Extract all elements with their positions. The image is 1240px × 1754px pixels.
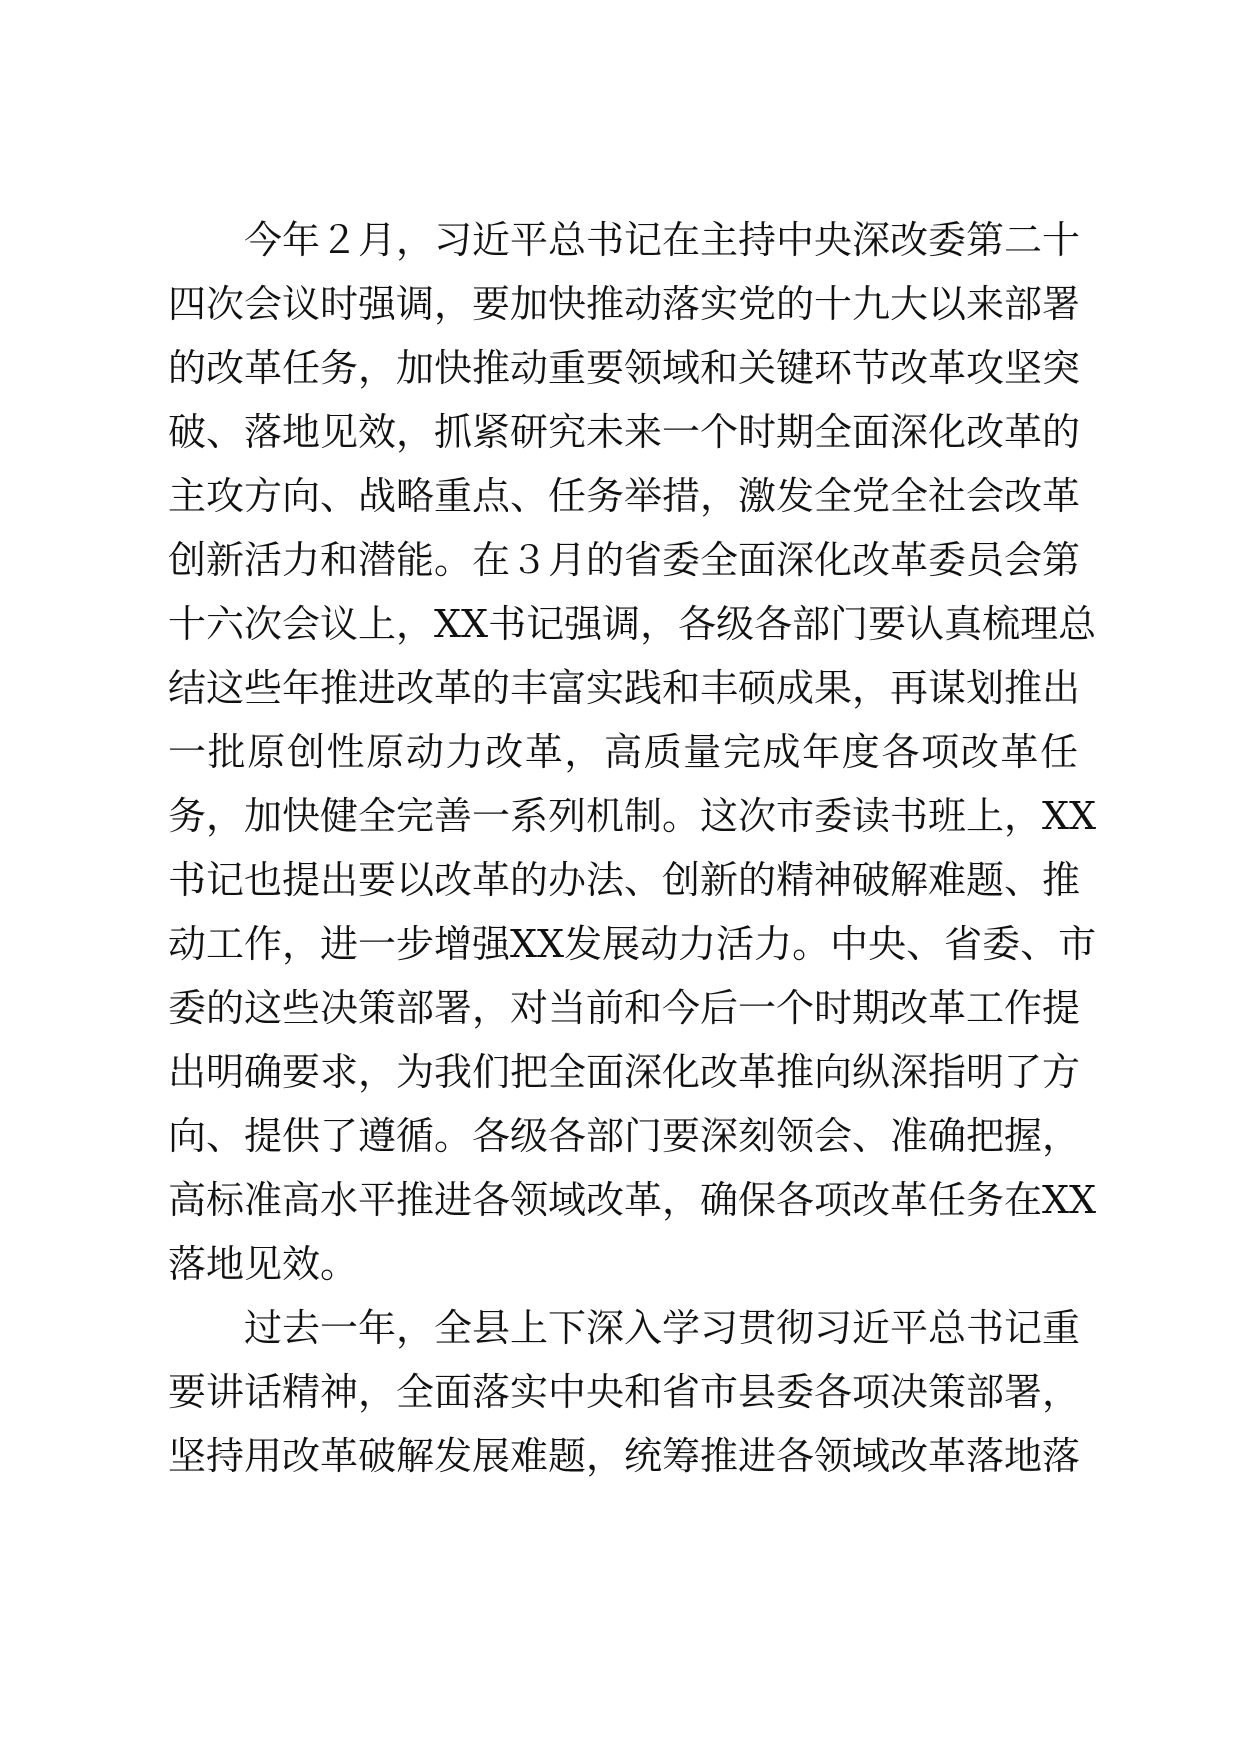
text-line: 出明确要求，为我们把全面深化改革推向纵深指明了方: [168, 1050, 1081, 1094]
text-line: 四次会议时强调，要加快推动落实党的十九大以来部署: [168, 282, 1081, 326]
text-line: 的改革任务，加快推动重要领域和关键环节改革攻坚突: [168, 346, 1081, 390]
text-line: 结这些年推进改革的丰富实践和丰硕成果，再谋划推出: [168, 666, 1081, 710]
document-body: [168, 208, 1097, 1488]
text-line: 书记也提出要以改革的办法、创新的精神破解难题、推: [168, 858, 1081, 902]
text-line: 高标准高水平推进各领域改革，确保各项改革任务在XX: [168, 1178, 1097, 1222]
paragraph-1: [168, 208, 1097, 1296]
text-line: 务，加快健全完善一系列机制。这次市委读书班上，XX: [168, 794, 1097, 838]
text-line: 过去一年，全县上下深入学习贯彻习近平总书记重: [244, 1306, 1081, 1350]
text-line: 向、提供了遵循。各级各部门要深刻领会、准确把握，: [168, 1114, 1081, 1158]
text-line: 十六次会议上，XX书记强调，各级各部门要认真梳理总: [168, 602, 1097, 646]
text-line: 创新活力和潜能。在３月的省委全面深化改革委员会第: [168, 538, 1081, 582]
text-line: 落地见效。: [168, 1242, 359, 1286]
text-line: 动工作，进一步增强XX发展动力活力。中央、省委、市: [168, 922, 1097, 966]
text-line: 主攻方向、战略重点、任务举措，激发全党全社会改革: [168, 474, 1081, 518]
text-line: 坚持用改革破解发展难题，统筹推进各领域改革落地落: [168, 1434, 1081, 1478]
text-line: 一批原创性原动力改革，高质量完成年度各项改革任: [168, 730, 1078, 774]
text-line: 委的这些决策部署，对当前和今后一个时期改革工作提: [168, 986, 1081, 1030]
text-line: 要讲话精神，全面落实中央和省市县委各项决策部署，: [168, 1370, 1081, 1414]
text-line: 今年２月，习近平总书记在主持中央深改委第二十: [244, 218, 1081, 262]
text-line: 破、落地见效，抓紧研究未来一个时期全面深化改革的: [168, 410, 1081, 454]
paragraph-2: [168, 1296, 1081, 1488]
